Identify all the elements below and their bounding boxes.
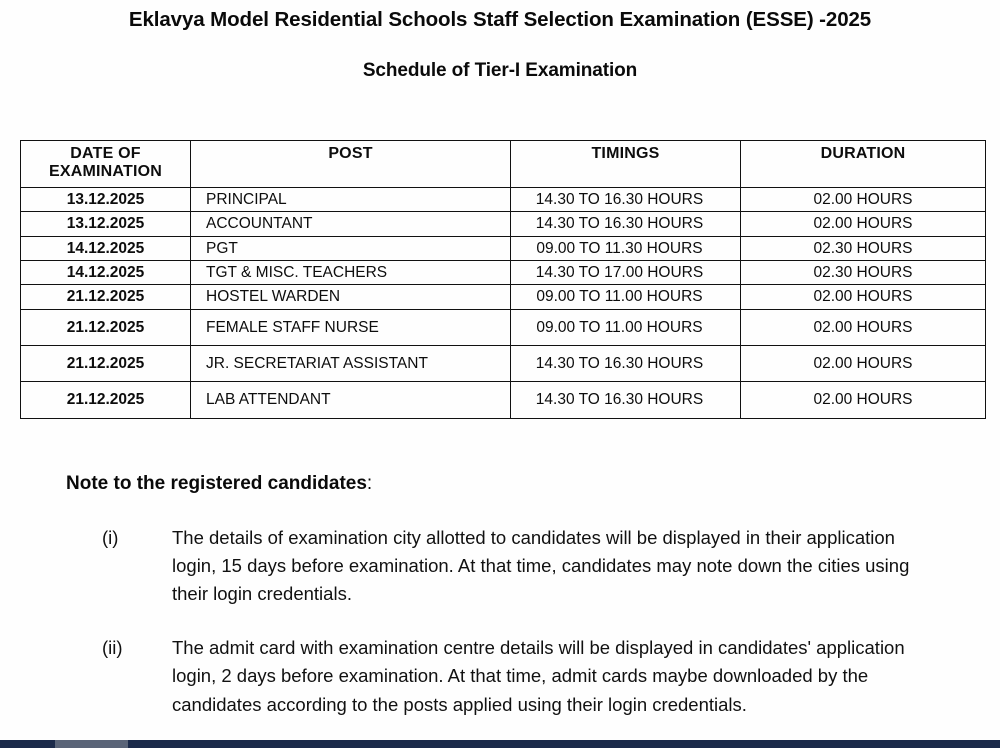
cell-post: FEMALE STAFF NURSE bbox=[191, 309, 511, 345]
cell-post: TGT & MISC. TEACHERS bbox=[191, 260, 511, 284]
cell-duration: 02.00 HOURS bbox=[741, 382, 986, 418]
bottom-bar-background bbox=[0, 740, 1000, 748]
note-text: The details of examination city allotted to candidates will be displayed in their application login, 15 days before examination. At that time, candidates may note down the cities using their login credentials. bbox=[172, 527, 910, 605]
schedule-table-body bbox=[21, 187, 986, 418]
note-item bbox=[100, 524, 940, 608]
table-row bbox=[21, 345, 986, 381]
note-item bbox=[100, 634, 940, 718]
column-header-date bbox=[21, 141, 191, 188]
column-header-date-line2: EXAMINATION bbox=[48, 162, 162, 180]
table-row bbox=[21, 260, 986, 284]
table-row bbox=[21, 382, 986, 418]
note-text: The admit card with examination centre details will be displayed in candidates' application login, 2 days before examination. At that time, admit cards maybe downloaded by the candidates according to the posts applied using their login credentials. bbox=[172, 637, 905, 715]
cell-duration: 02.00 HOURS bbox=[741, 309, 986, 345]
column-header-post: POST bbox=[191, 141, 511, 188]
cell-post: JR. SECRETARIAT ASSISTANT bbox=[191, 345, 511, 381]
note-marker: (i) bbox=[102, 527, 119, 548]
table-row bbox=[21, 187, 986, 211]
cell-timings: 14.30 TO 16.30 HOURS bbox=[511, 345, 741, 381]
cell-timings: 14.30 TO 16.30 HOURS bbox=[511, 382, 741, 418]
notes-heading-colon: : bbox=[366, 473, 373, 494]
schedule-table-container bbox=[20, 140, 985, 419]
cell-duration: 02.00 HOURS bbox=[741, 285, 986, 309]
table-row bbox=[21, 236, 986, 260]
cell-date: 21.12.2025 bbox=[21, 382, 191, 418]
cell-timings: 14.30 TO 16.30 HOURS bbox=[511, 187, 741, 211]
table-row bbox=[21, 309, 986, 345]
cell-post: PRINCIPAL bbox=[191, 187, 511, 211]
notes-list bbox=[100, 524, 940, 745]
cell-post: PGT bbox=[191, 236, 511, 260]
cell-date: 14.12.2025 bbox=[21, 260, 191, 284]
bottom-bar-highlight-segment bbox=[55, 740, 128, 748]
cell-duration: 02.00 HOURS bbox=[741, 345, 986, 381]
cell-duration: 02.00 HOURS bbox=[741, 187, 986, 211]
cell-post: LAB ATTENDANT bbox=[191, 382, 511, 418]
column-header-duration: DURATION bbox=[741, 141, 986, 188]
table-row bbox=[21, 212, 986, 236]
cell-date: 13.12.2025 bbox=[21, 187, 191, 211]
cell-date: 13.12.2025 bbox=[21, 212, 191, 236]
cell-timings: 09.00 TO 11.00 HOURS bbox=[511, 285, 741, 309]
cell-post: ACCOUNTANT bbox=[191, 212, 511, 236]
cell-date: 21.12.2025 bbox=[21, 345, 191, 381]
cell-date: 21.12.2025 bbox=[21, 309, 191, 345]
cell-duration: 02.30 HOURS bbox=[741, 236, 986, 260]
cell-date: 21.12.2025 bbox=[21, 285, 191, 309]
cell-timings: 14.30 TO 16.30 HOURS bbox=[511, 212, 741, 236]
cell-timings: 14.30 TO 17.00 HOURS bbox=[511, 260, 741, 284]
schedule-table bbox=[20, 140, 986, 419]
cell-timings: 09.00 TO 11.30 HOURS bbox=[511, 236, 741, 260]
note-marker: (ii) bbox=[102, 637, 123, 659]
cell-date: 14.12.2025 bbox=[21, 236, 191, 260]
table-row bbox=[21, 285, 986, 309]
table-header-row bbox=[21, 141, 986, 188]
cell-post: HOSTEL WARDEN bbox=[191, 285, 511, 309]
cell-duration: 02.30 HOURS bbox=[741, 260, 986, 284]
column-header-date-line1: DATE OF bbox=[70, 145, 141, 162]
cell-duration: 02.00 HOURS bbox=[741, 212, 986, 236]
bottom-chrome-bar bbox=[0, 740, 1000, 748]
notes-heading-text: Note to the registered candidates bbox=[66, 473, 367, 494]
cell-timings: 09.00 TO 11.00 HOURS bbox=[511, 309, 741, 345]
notes-heading bbox=[66, 473, 372, 495]
page-subtitle: Schedule of Tier-I Examination bbox=[362, 60, 638, 81]
column-header-timings: TIMINGS bbox=[511, 141, 741, 188]
page-title: Eklavya Model Residential Schools Staff Selection Examination (ESSE) -2025 bbox=[128, 8, 872, 31]
